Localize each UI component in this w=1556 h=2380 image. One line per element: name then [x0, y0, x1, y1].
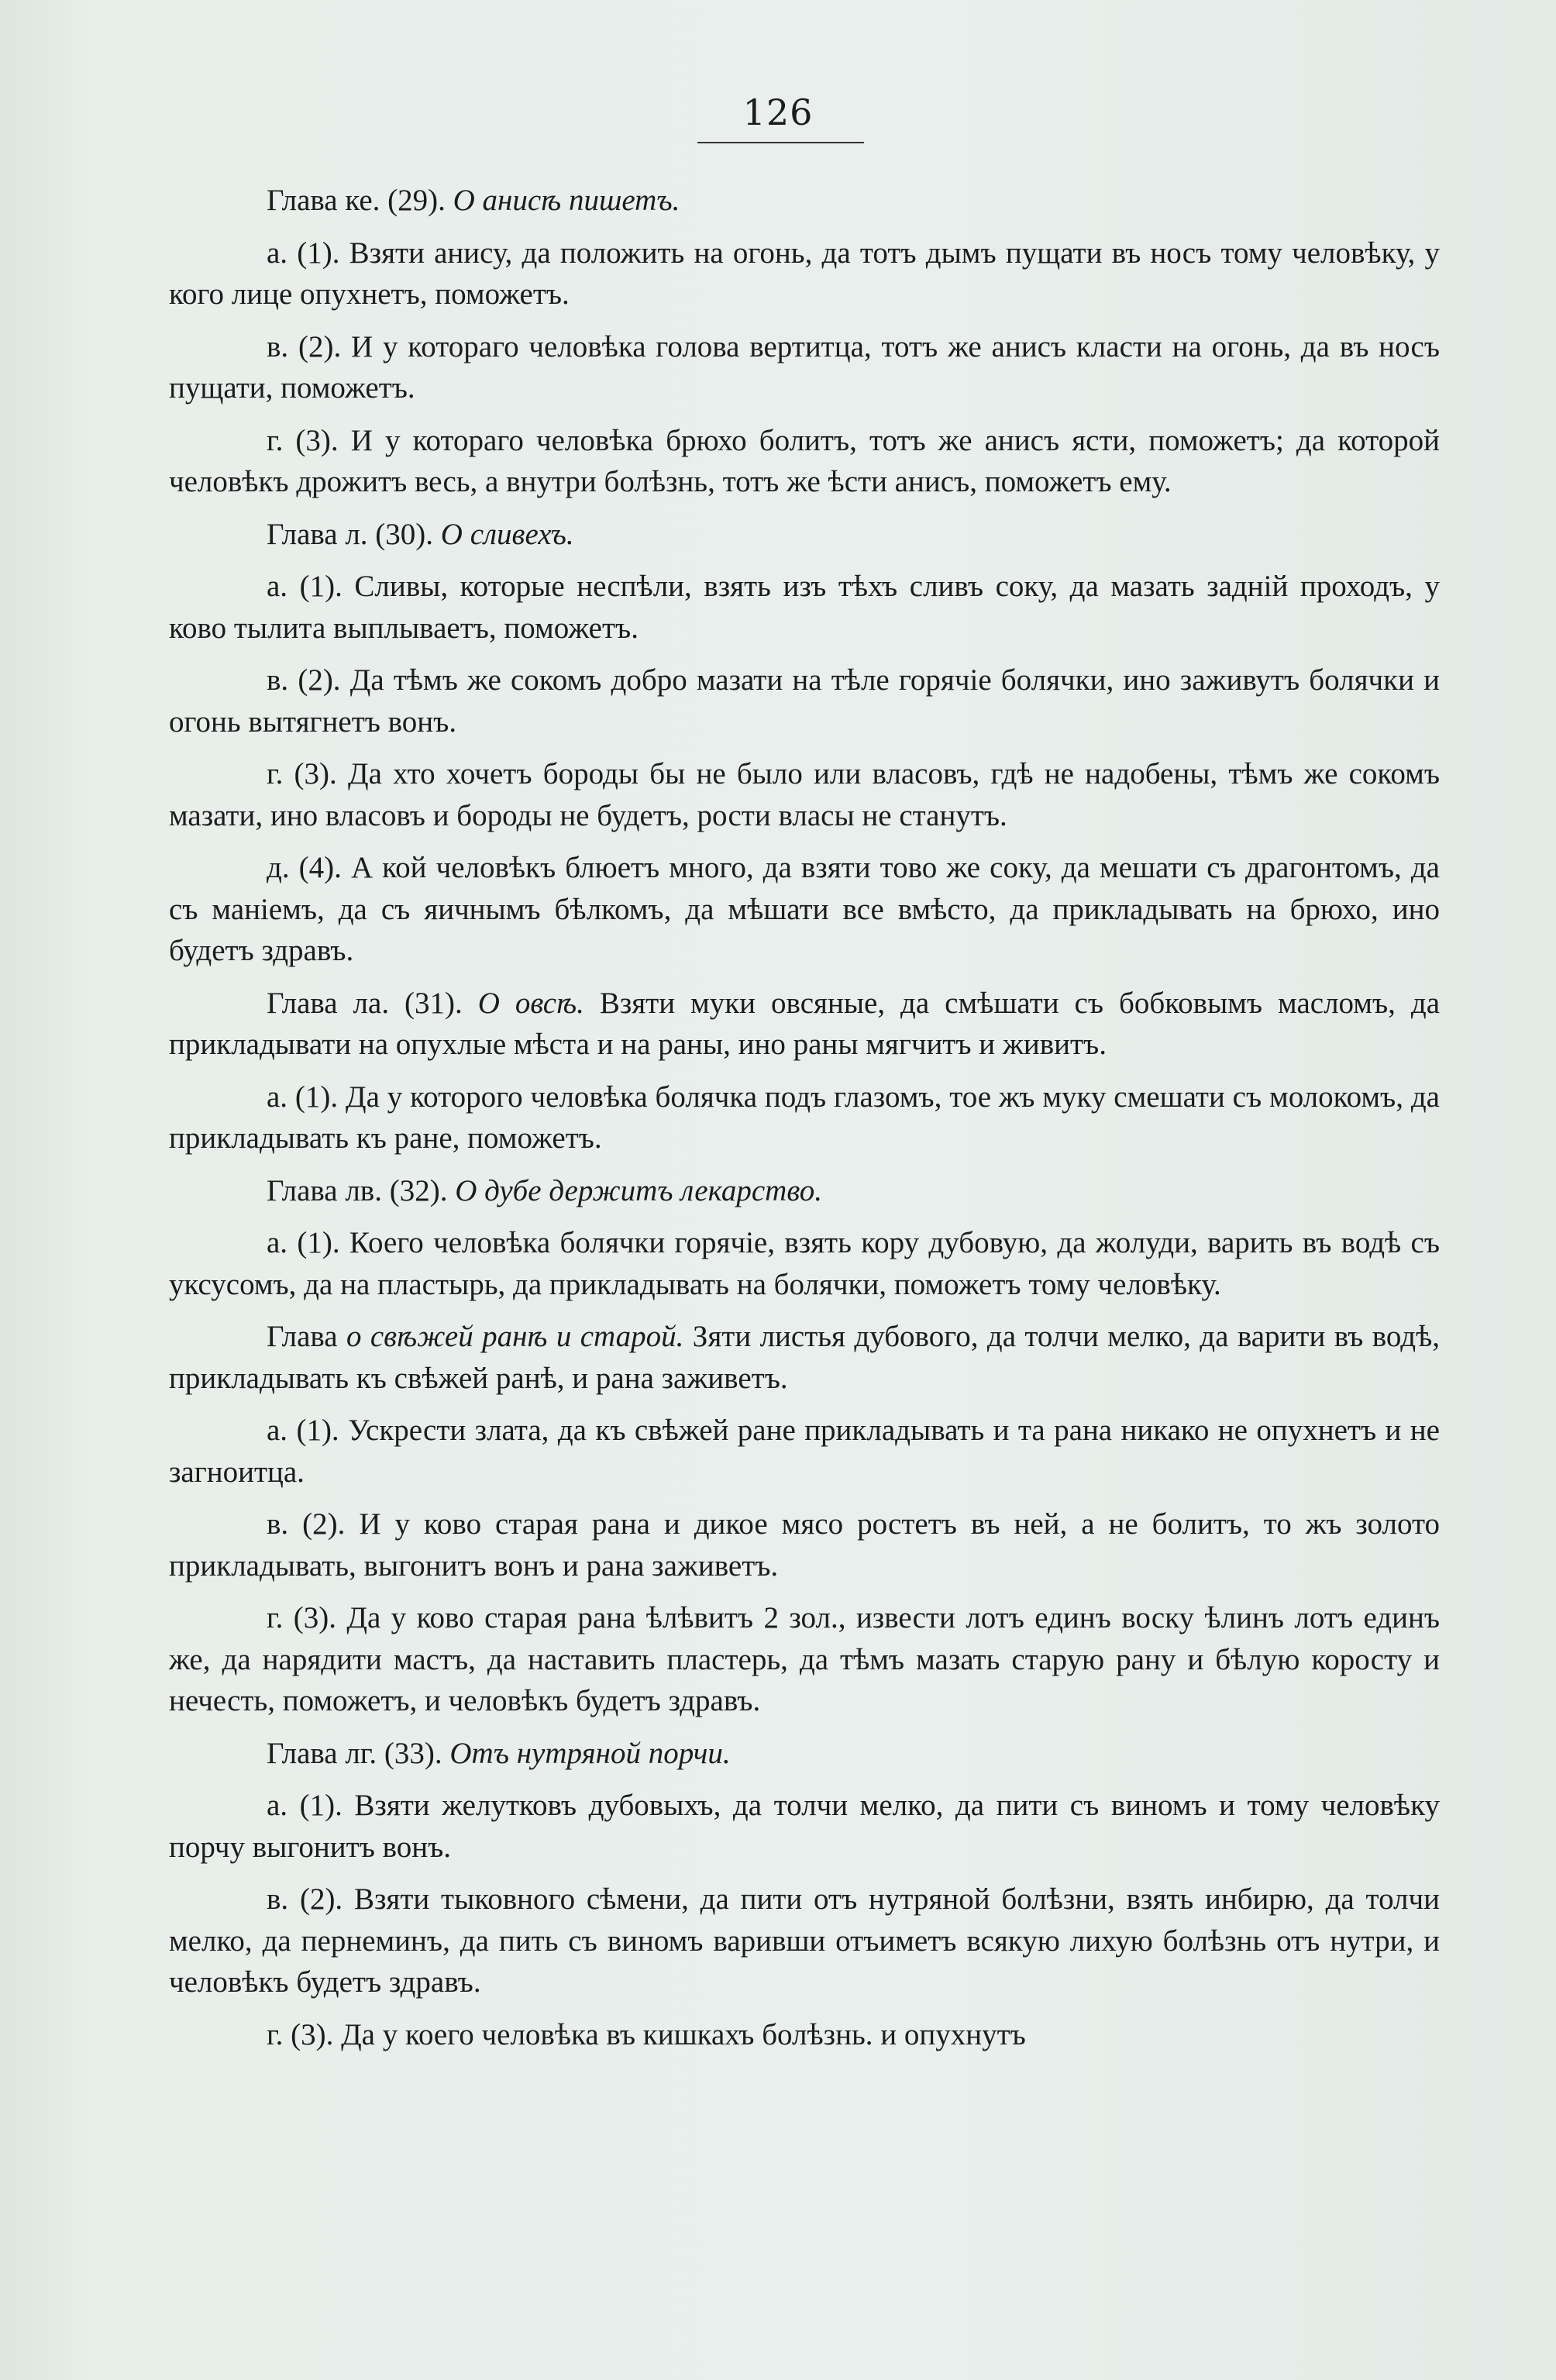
- recipe-paragraph: в. (2). Да тѣмъ же сокомъ добро мазати на тѣле горячiе болячки, ино заживутъ болячки и огонь вытягнетъ вонъ.: [169, 663, 1440, 739]
- recipe-paragraph: г. (3). Да у ково старая рана ѣлѣвитъ 2 зол., извести лотъ единъ воску ѣлинъ лотъ единъ же, да нарядити мастъ, да наставить пластерь, да тѣмъ мазать старую рану и бѣлую коросту и нечесть, поможетъ, и человѣкъ будетъ здравъ.: [169, 1601, 1440, 1717]
- recipe-paragraph: г. (3). Да хто хочетъ бороды бы не было или власовъ, гдѣ не надобены, тѣмъ же сокомъ мазати, ино власовъ и бороды не будетъ, рости власы не станутъ.: [169, 757, 1440, 832]
- chapter-title: О сливехъ.: [440, 517, 574, 551]
- chapter-text: Зяти листья дубового, да толчи мелко, да варити въ водѣ, прикладывать къ свѣжей ранѣ, и рана заживетъ.: [169, 1320, 1440, 1395]
- chapter-number: Глава: [267, 1320, 346, 1353]
- chapter-heading: [169, 514, 1440, 556]
- chapter-text: Взяти муки овсяные, да смѣшати съ бобковымъ масломъ, да прикладывати на опухлые мѣста и на раны, ино раны мягчитъ и живитъ.: [169, 986, 1441, 1061]
- chapter-heading: [169, 983, 1440, 1066]
- chapter-number: Глава л. (30).: [267, 517, 441, 551]
- page-number: 126: [742, 91, 814, 133]
- recipe-paragraph: д. (4). А кой человѣкъ блюетъ много, да взяти тово же соку, да мешати съ драгонтомъ, да съ манiемъ, да съ яичнымъ бѣлкомъ, да мѣшати все вмѣсто, да прикладывать на брюхо, ино будетъ здравъ.: [169, 851, 1440, 967]
- recipe-paragraph: а. (1). Взяти анису, да положить на огонь, да тотъ дымъ пущати въ носъ тому человѣку, у кого лице опухнетъ, поможетъ.: [169, 236, 1440, 311]
- header-rule: [697, 142, 864, 143]
- chapter-heading: [169, 1170, 1440, 1212]
- recipe-paragraph: в. (2). И у ково старая рана и дикое мясо ростетъ въ ней, а не болитъ, то жъ золото прикладывать, выгонитъ вонъ и рана заживетъ.: [169, 1507, 1440, 1583]
- recipe-paragraph: а. (1). Ускрести злата, да къ свѣжей ране прикладывать и та рана никако не опухнетъ и не загноитца.: [169, 1414, 1440, 1489]
- chapter-heading: [169, 1733, 1440, 1775]
- page-body: [169, 180, 1440, 2066]
- recipe-paragraph: г. (3). И у котораго человѣка брюхо болитъ, тотъ же анисъ ясти, поможетъ; да которой человѣкъ дрожитъ весь, а внутри болѣзнь, тотъ же ѣсти анисъ, поможетъ ему.: [169, 423, 1440, 498]
- chapter-title: О овсѣ.: [477, 986, 584, 1020]
- chapter-number: Глава ла. (31).: [267, 986, 478, 1020]
- recipe-paragraph: г. (3). Да у коего человѣка въ кишкахъ болѣзнь. и опухнутъ: [267, 2017, 1026, 2051]
- chapter-title: Отъ нутряной порчи.: [449, 1736, 731, 1770]
- recipe-paragraph: в. (2). И у котораго человѣка голова вертитца, тотъ же анисъ класти на огонь, да въ носъ пущати, поможетъ.: [169, 329, 1440, 405]
- recipe-paragraph: а. (1). Взяти желутковъ дубовыхъ, да толчи мелко, да пити съ виномъ и тому человѣку порчу выгонитъ вонъ.: [169, 1789, 1440, 1864]
- recipe-paragraph: а. (1). Да у которого человѣка болячка подъ глазомъ, тое жъ муку смешати съ молокомъ, да прикладывать къ ране, поможетъ.: [169, 1080, 1440, 1155]
- chapter-title: О дубе держитъ лекарство.: [455, 1173, 822, 1207]
- chapter-number: Глава ке. (29).: [267, 184, 453, 217]
- chapter-number: Глава лг. (33).: [267, 1736, 450, 1770]
- chapter-title: О анисѣ пишетъ.: [453, 184, 680, 217]
- recipe-paragraph: а. (1). Коего человѣка болячки горячiе, взять кору дубовую, да жолуди, варить въ водѣ съ уксусомъ, да на пластырь, да прикладывать на болячки, поможетъ тому человѣку.: [169, 1226, 1440, 1301]
- recipe-paragraph: а. (1). Сливы, которые неспѣли, взять изъ тѣхъ сливъ соку, да мазать заднiй проходъ, у ково тылита выплываетъ, поможетъ.: [169, 570, 1440, 645]
- chapter-title: о свѣжей ранѣ и старой.: [346, 1320, 684, 1353]
- chapter-heading: [169, 1316, 1440, 1399]
- chapter-number: Глава лв. (32).: [267, 1173, 456, 1207]
- chapter-heading: [169, 180, 1440, 222]
- recipe-paragraph: в. (2). Взяти тыковного сѣмени, да пити отъ нутряной болѣзни, взять инбирю, да толчи мелко, да пернеминъ, да пить съ виномъ варивши отъиметъ всякую лихую болѣзнь отъ нутри, и человѣкъ будетъ здравъ.: [169, 1882, 1440, 1999]
